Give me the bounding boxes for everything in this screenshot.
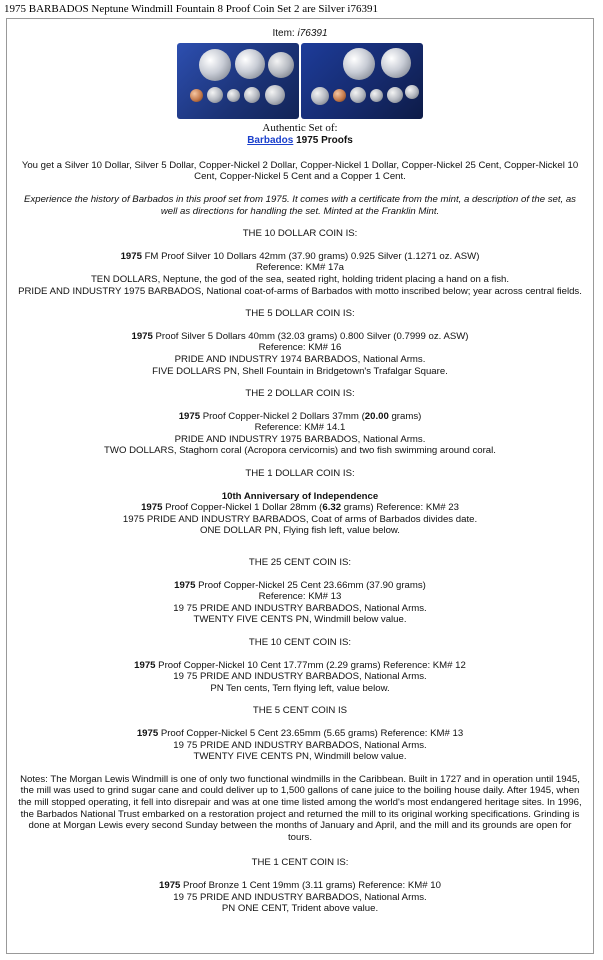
coin-1-cent-line2: PN ONE CENT, Trident above value. [221, 903, 379, 915]
listing-frame [6, 18, 594, 954]
coin-5-dollar-image [235, 49, 265, 79]
coin-1-dollar-anniversary: 10th Anniversary of Independence [221, 490, 379, 502]
experience-text: Experience the history of Barbados in this proof set from 1975. It comes with a certificate from the mint, a description of the set, as well as directions for handling the set. Minted at the Franklin Mint. [24, 193, 576, 217]
set-heading-text: 1975 Proofs [293, 135, 353, 147]
coin-5-dollar-line1: PRIDE AND INDUSTRY 1974 BARBADOS, National Arms. [174, 353, 426, 365]
coin-25-cent-line2: TWENTY FIVE CENTS PN, Windmill below value. [193, 614, 407, 626]
set-heading [17, 135, 583, 147]
coin-2-dollar-spec: 1975 Proof Copper-Nickel 2 Dollars 37mm (20.00 grams) [178, 410, 422, 422]
coin-1-cent-image [333, 89, 346, 102]
coin-2-dollar-line1: PRIDE AND INDUSTRY 1975 BARBADOS, National Arms. [174, 433, 426, 445]
coin-2-dollar-image [268, 52, 294, 78]
coin-1-cent-line1: 19 75 PRIDE AND INDUSTRY BARBADOS, National Arms. [173, 891, 427, 903]
coin-10-cent-line2: PN Ten cents, Tern flying left, value below. [210, 682, 390, 694]
item-label: Item: [272, 28, 295, 39]
item-line [17, 28, 583, 40]
coin-10-dollar-title: THE 10 DOLLAR COIN IS: [242, 228, 358, 240]
coin-5-cent-title: THE 5 CENT COIN IS [252, 705, 348, 717]
coin-1-dollar-image [405, 85, 419, 99]
listing-body [7, 28, 593, 915]
coin-10-dollar-line2: PRIDE AND INDUSTRY 1975 BARBADOS, National coat-of-arms of Barbados with motto inscribed below; year across central fields. [18, 285, 582, 297]
item-id: i76391 [297, 28, 328, 39]
coin-10-cent-title: THE 10 CENT COIN IS: [248, 637, 352, 648]
coin-5-cent-image [350, 87, 366, 103]
proof-set-photo-reverse[interactable] [301, 43, 423, 119]
coin-2-dollar-ref: Reference: KM# 14.1 [254, 422, 346, 434]
coin-5-cent-spec: 1975 Proof Copper-Nickel 5 Cent 23.65mm (5.65 grams) Reference: KM# 13 [136, 727, 464, 739]
coin-5-dollar-title: THE 5 DOLLAR COIN IS: [245, 308, 355, 320]
coin-25-cent-ref: Reference: KM# 13 [258, 591, 342, 603]
coin-10-cent-image [227, 89, 240, 102]
coin-1-cent-spec: 1975 Proof Bronze 1 Cent 19mm (3.11 grams) Reference: KM# 10 [159, 879, 441, 891]
intro-text: You get a Silver 10 Dollar, Silver 5 Dollar, Copper-Nickel 2 Dollar, Copper-Nickel 1 Dollar, Copper-Nickel 25 Cent, Copper-Nickel 10 Cent, Copper-Nickel 5 Cent and a Copper 1 Cent. [21, 159, 579, 183]
coin-5-cent-line1: 19 75 PRIDE AND INDUSTRY BARBADOS, National Arms. [173, 739, 427, 751]
coin-25-cent-image [387, 87, 403, 103]
coin-1-dollar-line1: 1975 PRIDE AND INDUSTRY BARBADOS, Coat of arms of Barbados divides date. [122, 513, 478, 525]
coin-10-dollar-spec: 1975 FM Proof Silver 10 Dollars 42mm (37.90 grams) 0.925 Silver (1.1271 oz. ASW) [120, 250, 480, 262]
coin-1-dollar-image [265, 85, 285, 105]
coin-10-dollar-line1: TEN DOLLARS, Neptune, the god of the sea, seated right, holding trident placing a hand on a fish. [90, 273, 510, 285]
coin-5-cent-image [207, 87, 223, 103]
coin-1-dollar-title: THE 1 DOLLAR COIN IS: [245, 468, 355, 480]
page-title: 1975 BARBADOS Neptune Windmill Fountain 8 Proof Coin Set 2 are Silver i76391 [4, 3, 378, 15]
coin-5-dollar-spec: 1975 Proof Silver 5 Dollars 40mm (32.03 grams) 0.800 Silver (0.7999 oz. ASW) [131, 330, 469, 342]
coin-2-dollar-title: THE 2 DOLLAR COIN IS: [245, 388, 355, 400]
coin-2-dollar-line2: TWO DOLLARS, Staghorn coral (Acropora cervicornis) and two fish swimming around coral. [104, 445, 496, 457]
coin-5-dollar-ref: Reference: KM# 16 [258, 342, 342, 354]
coin-25-cent-line1: 19 75 PRIDE AND INDUSTRY BARBADOS, National Arms. [173, 602, 427, 614]
proof-set-photo-obverse[interactable] [177, 43, 299, 119]
coin-2-dollar-image [311, 87, 329, 105]
coin-10-dollar-image [343, 48, 375, 80]
coin-1-dollar-spec: 1975 Proof Copper-Nickel 1 Dollar 28mm (6.32 grams) Reference: KM# 23 [141, 502, 459, 514]
caption: Authentic Set of: [262, 121, 338, 134]
coin-10-cent-spec: 1975 Proof Copper-Nickel 10 Cent 17.77mm (2.29 grams) Reference: KM# 12 [134, 659, 466, 671]
windmill-notes: Notes: The Morgan Lewis Windmill is one of only two functional windmills in the Caribbean. Built in 1727 and in operation until 1945, the mill was used to grind sugar cane and could deliver up to 1,500 gallons of cane juice to the boiling house daily. After 1945, when the mill stopped operating, it fell into disrepair and was at one time listed among the world's most endangered heritage sites. In 1996, the Barbados National Trust embarked on a restoration project and returned the mill to its original working specifications. Grinding is done at Morgan Lewis every second Sunday between the months of January and April, and the mill and its grounds are open for tours. [18, 773, 582, 843]
coin-1-dollar-line2: ONE DOLLAR PN, Flying fish left, value below. [200, 525, 400, 537]
product-photos [177, 43, 423, 119]
coin-5-dollar-line2: FIVE DOLLARS PN, Shell Fountain in Bridgetown's Trafalgar Square. [152, 365, 448, 377]
coin-25-cent-title: THE 25 CENT COIN IS: [248, 557, 352, 569]
coin-10-dollar-ref: Reference: KM# 17a [256, 262, 344, 274]
coin-1-cent-image [190, 89, 203, 102]
coin-10-cent-image [370, 89, 383, 102]
coin-5-dollar-image [381, 48, 411, 78]
coin-25-cent-image [244, 87, 260, 103]
coin-25-cent-spec: 1975 Proof Copper-Nickel 25 Cent 23.66mm (37.90 grams) [174, 579, 426, 591]
coin-10-dollar-image [199, 49, 231, 81]
coin-1-cent-title: THE 1 CENT COIN IS: [251, 857, 349, 869]
barbados-link[interactable]: Barbados [247, 135, 294, 147]
coin-5-cent-line2: TWENTY FIVE CENTS PN, Windmill below value. [193, 751, 407, 763]
coin-10-cent-line1: 19 75 PRIDE AND INDUSTRY BARBADOS, National Arms. [173, 671, 427, 683]
